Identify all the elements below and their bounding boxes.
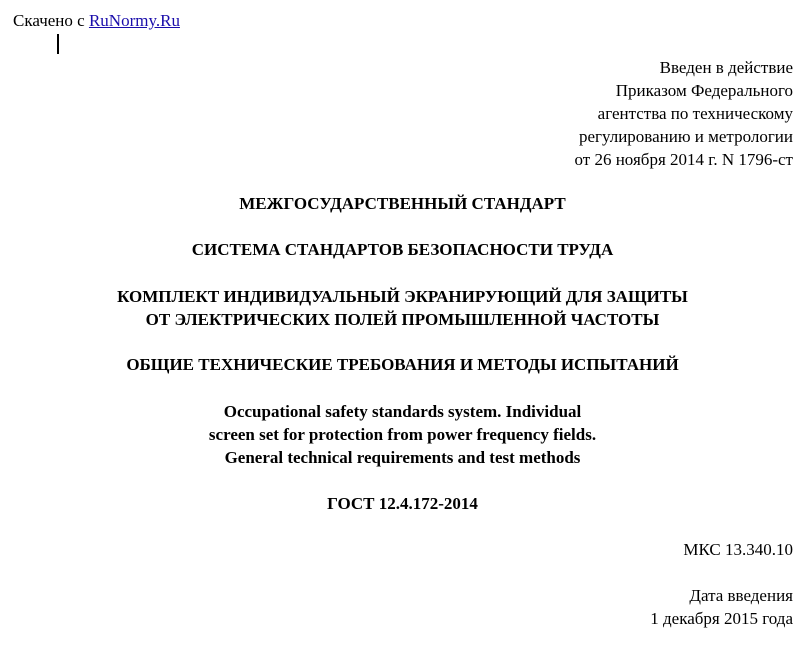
source-line	[13, 9, 180, 32]
runormy-link[interactable]: RuNormy.Ru	[88, 11, 180, 30]
interstate-standard-heading: МЕЖГОСУДАРСТВЕННЫЙ СТАНДАРТ	[239, 194, 566, 213]
enactment-line: регулированию и метрологии	[578, 127, 793, 146]
date-value: 1 декабря 2015 года	[650, 609, 793, 628]
enactment-line: Приказом Федерального	[615, 81, 793, 100]
mks-code: МКС 13.340.10	[683, 540, 793, 559]
system-heading: СИСТЕМА СТАНДАРТОВ БЕЗОПАСНОСТИ ТРУДА	[191, 240, 614, 259]
introduction-date	[650, 584, 793, 630]
enactment-line: от 26 ноября 2014 г. N 1796-ст	[574, 150, 793, 169]
main-title-line: КОМПЛЕКТ ИНДИВИДУАЛЬНЫЙ ЭКРАНИРУЮЩИЙ ДЛЯ ЗАЩИТЫ	[117, 287, 688, 306]
date-label: Дата введения	[689, 586, 793, 605]
text-cursor	[57, 34, 59, 54]
english-title-line: General technical requirements and test methods	[224, 448, 581, 467]
main-title-line: ОТ ЭЛЕКТРИЧЕСКИХ ПОЛЕЙ ПРОМЫШЛЕННОЙ ЧАСТОТЫ	[145, 310, 660, 329]
main-title	[0, 285, 799, 331]
english-title-line: screen set for protection from power frequency fields.	[208, 425, 597, 444]
requirements-heading: ОБЩИЕ ТЕХНИЧЕСКИЕ ТРЕБОВАНИЯ И МЕТОДЫ ИСПЫТАНИЙ	[126, 355, 679, 374]
source-prefix: Скачено с	[13, 11, 85, 30]
english-title-line: Occupational safety standards system. Individual	[223, 402, 582, 421]
enactment-line: агентства по техническому	[597, 104, 793, 123]
enactment-line: Введен в действие	[659, 58, 793, 77]
english-title	[0, 400, 799, 469]
enactment-note	[575, 56, 794, 171]
gost-number: ГОСТ 12.4.172-2014	[327, 494, 478, 513]
